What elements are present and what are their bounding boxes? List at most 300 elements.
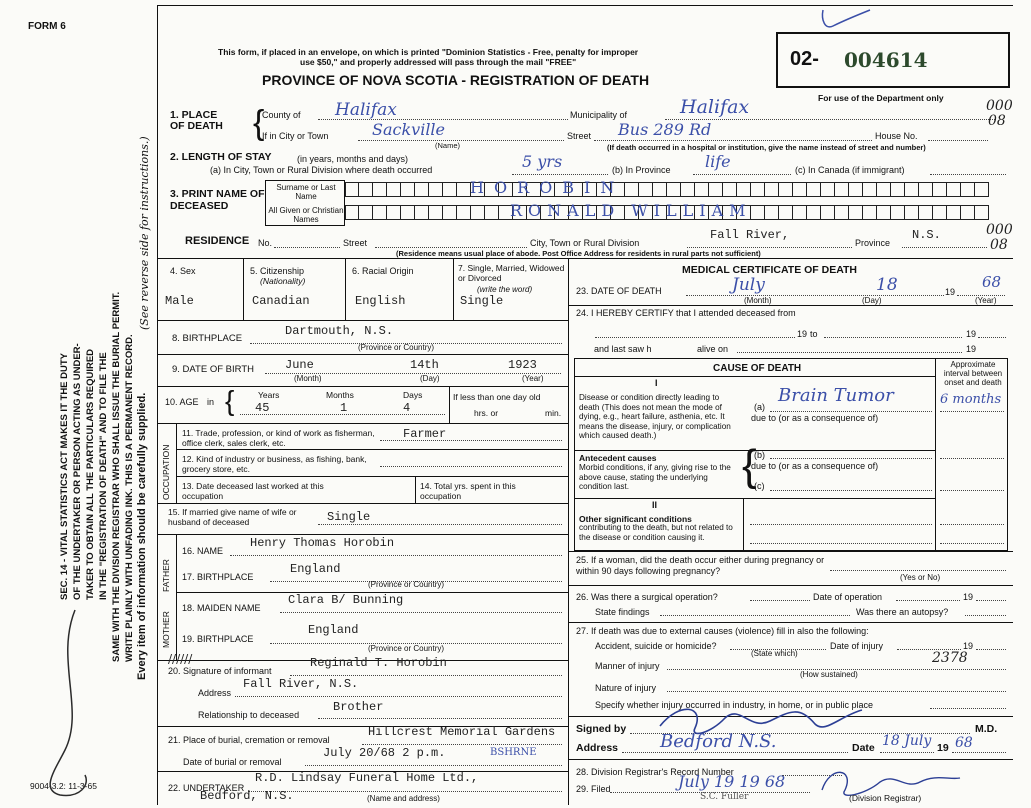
place-label-text: 1. PLACE OF DEATH [170, 109, 223, 132]
letter-cell [359, 182, 373, 197]
age-months: 1 [340, 401, 348, 415]
letter-cell [821, 205, 835, 220]
years-label: Years [258, 390, 280, 400]
other-label: Other significant conditions [579, 514, 692, 524]
state-which: (State which) [751, 649, 798, 658]
filed-value: July 19 19 68 [678, 772, 786, 791]
rule-449 [176, 449, 568, 450]
q24-to: to [810, 329, 818, 339]
letter-cell [849, 205, 863, 220]
manner-label: Manner of injury [595, 661, 660, 671]
q18-line [280, 612, 562, 613]
q26-label: 26. Was there a surgical operation? [576, 592, 718, 602]
signed-year-value: 68 [955, 735, 973, 751]
relationship-value: Brother [333, 700, 384, 714]
letter-cell [429, 205, 443, 220]
side-note-6: WRITE PLAINLY WITH UNFADING INK. THIS IS A PERMANENT RECORD. [124, 334, 135, 662]
interval-a-line [940, 411, 1004, 412]
letter-cell [877, 182, 891, 197]
q15-label: 15. If married give name of wife or husband of deceased [168, 507, 297, 527]
q14-label: 14. Total yrs. spent in this occupation [420, 481, 516, 501]
q28-label: 28. Division Registrar's Record Number [576, 767, 734, 777]
check-mark [815, 4, 875, 36]
q22-caption: (Name and address) [367, 794, 440, 803]
months-label: Months [326, 390, 354, 400]
letter-cell [625, 182, 639, 197]
left-border [157, 5, 158, 805]
dob-day: 14th [410, 358, 439, 372]
cause-c-line [770, 490, 932, 491]
letter-cell [359, 205, 373, 220]
rule-622 [568, 622, 1013, 623]
burial-date-value: July 20/68 2 p.m. [323, 746, 446, 760]
letter-cell [919, 205, 933, 220]
age-divider [449, 386, 450, 423]
place-of-death-label [170, 110, 230, 132]
q15-value: Single [327, 510, 371, 524]
stay-a-value: 5 yrs [522, 152, 563, 171]
letter-cell [975, 205, 989, 220]
county-value: Halifax [335, 100, 397, 120]
dob-year-caption: (Year) [522, 374, 544, 383]
roman-1: I [655, 378, 658, 388]
letter-cell [877, 205, 891, 220]
last-saw: and last saw h [594, 344, 652, 354]
cause-a-interval: 6 months [940, 392, 1002, 407]
marital-sub: (write the word) [477, 285, 533, 294]
letter-cell [891, 205, 905, 220]
q16-line [230, 555, 562, 556]
q29-label: 29. Filed [576, 784, 611, 794]
q22-line [248, 791, 562, 792]
cause-b-label: (b) [754, 450, 765, 460]
q19-label: 19. BIRTHPLACE [182, 634, 254, 644]
side-note-1: SEC. 14 - VITAL STATISTICS ACT MAKES IT THE DUTY [59, 352, 70, 600]
reg-number: 004614 [844, 48, 928, 72]
letter-cell [457, 182, 471, 197]
birthplace-value: Dartmouth, N.S. [285, 324, 394, 338]
q23-day: 18 [876, 275, 898, 295]
letter-cell [387, 205, 401, 220]
date-injury: Date of injury [830, 641, 884, 651]
letter-cell [779, 182, 793, 197]
interval-other-line-2 [940, 543, 1004, 544]
division-registrar-caption: (Division Registrar) [849, 793, 922, 803]
q17-caption: (Province or Country) [368, 580, 445, 589]
dept-code-2: 08 [988, 113, 1006, 129]
interval-c-line [940, 490, 1004, 491]
citizenship-value: Canadian [252, 294, 310, 308]
letter-cell [639, 182, 653, 197]
occupation-side-label: OCCUPATION [161, 444, 171, 500]
q19-caption: (Province or Country) [368, 644, 445, 653]
q16-value: Henry Thomas Horobin [250, 536, 395, 550]
deceased-label: 3. PRINT NAME OF DECEASED [170, 188, 265, 212]
letter-cell [681, 182, 695, 197]
other-line-1 [750, 524, 932, 525]
residence-province-label: Province [855, 238, 891, 248]
date-operation: Date of operation [813, 592, 883, 602]
letter-cell [807, 182, 821, 197]
header-notice-1: This form, if placed in an envelope, on which is printed "Dominion Statistics - Free, penalty for improper [218, 47, 639, 57]
rule-376 [574, 376, 935, 377]
municipality-value: Halifax [680, 96, 750, 118]
state-findings: State findings [595, 607, 650, 617]
stay-c-label: (c) In Canada (if immigrant) [795, 165, 905, 175]
letter-cell [443, 205, 457, 220]
informant-mark: ////// [168, 652, 193, 666]
stay-label: 2. LENGTH OF STAY [170, 151, 272, 163]
letter-cell [401, 205, 415, 220]
q11-value: Farmer [403, 427, 447, 441]
letter-cell [387, 182, 401, 197]
column-divider [568, 258, 569, 805]
side-note-8: (See reverse side for instructions.) [138, 136, 151, 330]
specify-label: Specify whether injury occurred in industry, in home, or in public place [595, 700, 873, 710]
letter-cell [737, 182, 751, 197]
cause-header: CAUSE OF DEATH [713, 363, 802, 374]
surname-cells [345, 182, 989, 197]
rule-534 [157, 534, 568, 535]
rule-354 [157, 354, 568, 355]
signed-date-line [880, 752, 934, 753]
letter-cell [793, 182, 807, 197]
surname-value: HOROBIN [470, 178, 625, 197]
dept-code-1: 000 [986, 98, 1013, 114]
autopsy-line [965, 615, 1006, 616]
racial-value: English [355, 294, 406, 308]
signed-address-value: Bedford N.S. [660, 731, 777, 752]
q26-line [750, 600, 810, 601]
q22-value: R.D. Lindsay Funeral Home Ltd., [255, 771, 479, 785]
nature-label: Nature of injury [595, 683, 657, 693]
q12-line [380, 466, 562, 467]
q18-label: 18. MAIDEN NAME [182, 603, 261, 613]
letter-cell [863, 205, 877, 220]
accident-label: Accident, suicide or homicide? [595, 641, 717, 651]
letter-cell [471, 205, 485, 220]
side-note-4: IN THE "REGISTRATION OF DEATH" AND TO FILE THE [98, 352, 109, 600]
divider-4-5 [243, 258, 244, 320]
q13-q14-divider [415, 476, 416, 503]
other-line-2 [750, 543, 932, 544]
father-side-label: FATHER [161, 559, 171, 592]
street-label: Street [567, 131, 592, 141]
q20-line [290, 675, 562, 676]
signed-year-prefix: 19 [937, 742, 949, 754]
letter-cell [961, 205, 975, 220]
dob-label: 9. DATE OF BIRTH [172, 364, 254, 375]
interval-other-line-1 [940, 524, 1004, 525]
q17-label: 17. BIRTHPLACE [182, 572, 254, 582]
letter-cell [849, 182, 863, 197]
side-note-5: SAME WITH THE DIVISION REGISTRAR WHO SHALL ISSUE THE BURIAL PERMIT. [111, 291, 122, 662]
city-label: If in City or Town [262, 131, 329, 141]
antecedent-text: Morbid conditions, if any, giving rise to the above cause, stating the underlying condition last. [579, 463, 731, 491]
informant-address-label: Address [198, 688, 232, 698]
signed-year-line [952, 752, 1006, 753]
q21-line [362, 744, 562, 745]
letter-cell [751, 205, 765, 220]
sex-value: Male [165, 294, 194, 308]
given-label: All Given or Christian Names [268, 206, 344, 224]
brace-icon: { [253, 104, 265, 142]
age-brace-icon: { [225, 385, 235, 416]
rule-476 [176, 476, 568, 477]
marital-label: 7. Single, Married, Widowed or Divorced [458, 263, 565, 283]
racial-label: 6. Racial Origin [352, 266, 414, 276]
birthplace-label: 8. BIRTHPLACE [172, 333, 243, 344]
q21-label: 21. Place of burial, cremation or removal [168, 735, 330, 745]
municipality-line [665, 119, 995, 120]
letter-cell [933, 205, 947, 220]
surname-label: Surname or Last Name [276, 183, 336, 201]
age-label: 10. AGE [165, 397, 199, 407]
signed-address-label: Address [576, 742, 619, 754]
roman-2: II [652, 500, 658, 510]
sex-label: 4. Sex [170, 266, 196, 276]
q22-value-2: Bedford, N.S. [200, 789, 294, 803]
q23-year-prefix: 19 [945, 287, 956, 297]
side-note-2: OF THE UNDERTAKER OR PERSON ACTING AS UNDER- [72, 343, 83, 600]
citizenship-label: 5. Citizenship [250, 266, 305, 276]
q12-label: 12. Kind of industry or business, as fishing, bank, grocery store, etc. [182, 454, 367, 474]
date-operation-line [896, 600, 960, 601]
residence-street-line [375, 247, 527, 248]
informant-address-value: Fall River, N.S. [243, 677, 359, 691]
letter-cell [751, 182, 765, 197]
due-to-2: due to (or as a consequence of) [751, 461, 879, 471]
signed-date-value: 18 July [882, 733, 932, 749]
interval-b-line [940, 458, 1004, 459]
registration-number-box [776, 32, 1010, 88]
letter-cell [905, 182, 919, 197]
q25-label: 25. If a woman, did the death occur either during pregnancy or within 90 days following pregnancy? [576, 555, 825, 576]
how-sustained: (How sustained) [800, 670, 858, 679]
reg-prefix: 02- [790, 48, 819, 70]
q16-label: 16. NAME [182, 546, 224, 556]
county-label: County of [262, 110, 301, 120]
q23-year-caption: (Year) [975, 296, 997, 305]
city-line [358, 140, 564, 141]
stay-c-line [930, 174, 1006, 175]
divider-5-6 [345, 258, 346, 320]
stay-a-line [512, 174, 608, 175]
letter-cell [429, 182, 443, 197]
signed-date-label: Date [852, 742, 875, 754]
residence-no-line [274, 247, 340, 248]
mother-side-label: MOTHER [161, 611, 171, 648]
name-label-box [265, 180, 345, 226]
alive-on-line [737, 352, 962, 353]
other-divider [743, 498, 744, 551]
days-label: Days [403, 390, 423, 400]
rule-498 [574, 498, 935, 499]
letter-cell [457, 205, 471, 220]
letter-cell [765, 182, 779, 197]
q21-value: Hillcrest Memorial Gardens [368, 725, 556, 739]
hrs-label: hrs. or [474, 408, 499, 418]
antecedent-brace-icon: { [742, 441, 757, 490]
hospital-note: (If death occurred in a hospital or institution, give the name instead of street and number) [607, 143, 926, 152]
given-value: RONALD WILLIAM [510, 201, 752, 220]
lt-day-label: If less than one day old [453, 392, 541, 402]
letter-cell [961, 182, 975, 197]
q15-line [318, 524, 562, 525]
page-title: PROVINCE OF NOVA SCOTIA - REGISTRATION OF DEATH [262, 72, 650, 88]
q23-year: 68 [982, 273, 1002, 291]
stay-b-label: (b) In Province [612, 165, 671, 175]
medical-header: MEDICAL CERTIFICATE OF DEATH [682, 264, 857, 276]
cause-c-label: (c) [754, 481, 765, 491]
rule-320 [157, 320, 568, 321]
parents-side-line [176, 534, 177, 660]
citizenship-sub: (Nationality) [260, 276, 306, 286]
nature-line [667, 691, 1006, 692]
q20-value: Reginald T. Horobin [310, 656, 447, 670]
residence-label: RESIDENCE [185, 235, 250, 247]
yes-no-caption: (Yes or No) [900, 573, 941, 582]
residence-province-value: N.S. [912, 228, 941, 242]
q24-19b: 19 [966, 329, 977, 339]
q23-label: 23. DATE OF DEATH [576, 286, 662, 296]
form-label: FORM 6 [28, 21, 66, 32]
letter-cell [947, 205, 961, 220]
letter-cell [709, 182, 723, 197]
letter-cell [373, 205, 387, 220]
cause-a-line [770, 411, 932, 412]
q24-year-line [978, 337, 1006, 338]
residence-code-2: 08 [990, 237, 1008, 253]
residence-street-label: Street [343, 238, 368, 248]
letter-cell [835, 182, 849, 197]
header-notice-2: use $50," and properly addressed will pass through the mail "FREE" [300, 57, 577, 67]
dob-day-caption: (Day) [420, 374, 440, 383]
letter-cell [401, 182, 415, 197]
burial-date-line [305, 765, 562, 766]
rule-305 [568, 305, 1013, 306]
letter-cell [723, 182, 737, 197]
age-in: in [207, 397, 215, 407]
q23-day-caption: (Day) [862, 296, 882, 305]
letter-cell [695, 182, 709, 197]
marital-value: Single [460, 294, 504, 308]
informant-address-line [235, 696, 562, 697]
letter-cell [947, 182, 961, 197]
top-border [157, 5, 1013, 6]
filed-by: S.C. Fuller [700, 792, 749, 802]
q24-to-line [824, 337, 962, 338]
stay-b-line [693, 174, 791, 175]
residence-city-line [687, 247, 852, 248]
signed-by-label: Signed by [576, 723, 627, 735]
q23-month: July [732, 275, 765, 295]
letter-cell [891, 182, 905, 197]
q17-value: England [290, 562, 341, 576]
dept-use-label: For use of the Department only [818, 93, 944, 103]
age-line [240, 414, 445, 415]
interval-label: Approximate interval between onset and death [943, 360, 1003, 387]
city-value: Sackville [372, 120, 446, 139]
q20-label: 20. Signature of informant [168, 666, 272, 676]
relationship-line [318, 718, 562, 719]
stay-a-label: (a) In City, Town or Rural Division where death occurred [210, 165, 433, 175]
residence-note: (Residence means usual place of abode. Post Office Address for residents in rural parts not sufficient) [396, 249, 761, 258]
q11-label: 11. Trade, profession, or kind of work as fisherman, office clerk, sales clerk, etc. [182, 428, 375, 448]
manner-hand: 2378 [932, 650, 968, 666]
divider-6-7 [453, 258, 454, 320]
burial-date-label: Date of burial or removal [183, 757, 282, 767]
signature-scribble [35, 600, 105, 800]
operation-year-line [976, 600, 1006, 601]
rule-585 [568, 585, 1013, 586]
stay-b-value: life [705, 152, 731, 171]
q24-19a: 19 [797, 329, 808, 339]
operation-19: 19 [963, 592, 974, 602]
q24-from-line [595, 337, 795, 338]
interval-divider [935, 358, 936, 551]
letter-cell [919, 182, 933, 197]
letter-cell [485, 205, 499, 220]
cause-b-line [770, 458, 932, 459]
occupation-side-line [176, 423, 177, 503]
q23-month-caption: (Month) [744, 296, 772, 305]
letter-cell [807, 205, 821, 220]
letter-cell [863, 182, 877, 197]
q25-line [830, 570, 1006, 571]
rule-386 [157, 386, 568, 387]
street-line [594, 140, 872, 141]
disease-label: Disease or condition directly leading to death (This does not mean the mode of dying, e.g., heart failure, asthenia, etc. It means the disease, injury, or complication which caused death.) [579, 393, 731, 440]
letter-cell [653, 182, 667, 197]
letter-cell [793, 205, 807, 220]
findings-line [660, 615, 850, 616]
residence-city-value: Fall River, [710, 228, 790, 242]
house-line [928, 140, 988, 141]
side-note-3: TAKER TO OBTAIN ALL THE PARTICULARS REQUIRED [85, 348, 96, 600]
residence-code-1: 000 [986, 222, 1013, 238]
autopsy-label: Was there an autopsy? [856, 607, 949, 617]
cause-a-label: (a) [754, 402, 765, 412]
due-to-1: due to (or as a consequence of) [751, 413, 879, 423]
q22-label: 22. UNDERTAKER [168, 783, 245, 793]
side-note-7: Every item of information should be carefully supplied. [136, 392, 148, 680]
injury-year-line [976, 649, 1006, 650]
name-caption: (Name) [435, 141, 461, 150]
residence-province-line [902, 247, 987, 248]
letter-cell [821, 182, 835, 197]
age-years: 45 [255, 401, 270, 415]
q23-line [686, 295, 944, 296]
letter-cell [975, 182, 989, 197]
letter-cell [443, 182, 457, 197]
residence-city-label: City, Town or Rural Division [530, 238, 640, 248]
q13-label: 13. Date deceased last worked at this occupation [182, 481, 324, 501]
cause-a-value: Brain Tumor [778, 385, 894, 406]
letter-cell [345, 205, 359, 220]
specify-line [930, 708, 1006, 709]
letter-cell [905, 205, 919, 220]
rule-258 [157, 258, 1013, 259]
rule-503 [157, 503, 568, 504]
birthplace-caption: (Province or Country) [358, 343, 435, 352]
letter-cell [765, 205, 779, 220]
q24-label: 24. I HEREBY CERTIFY that I attended deceased from [576, 308, 796, 318]
q19-value: England [308, 623, 359, 637]
min-label: min. [545, 408, 562, 418]
alive-on-19: 19 [966, 344, 977, 354]
letter-cell [415, 205, 429, 220]
